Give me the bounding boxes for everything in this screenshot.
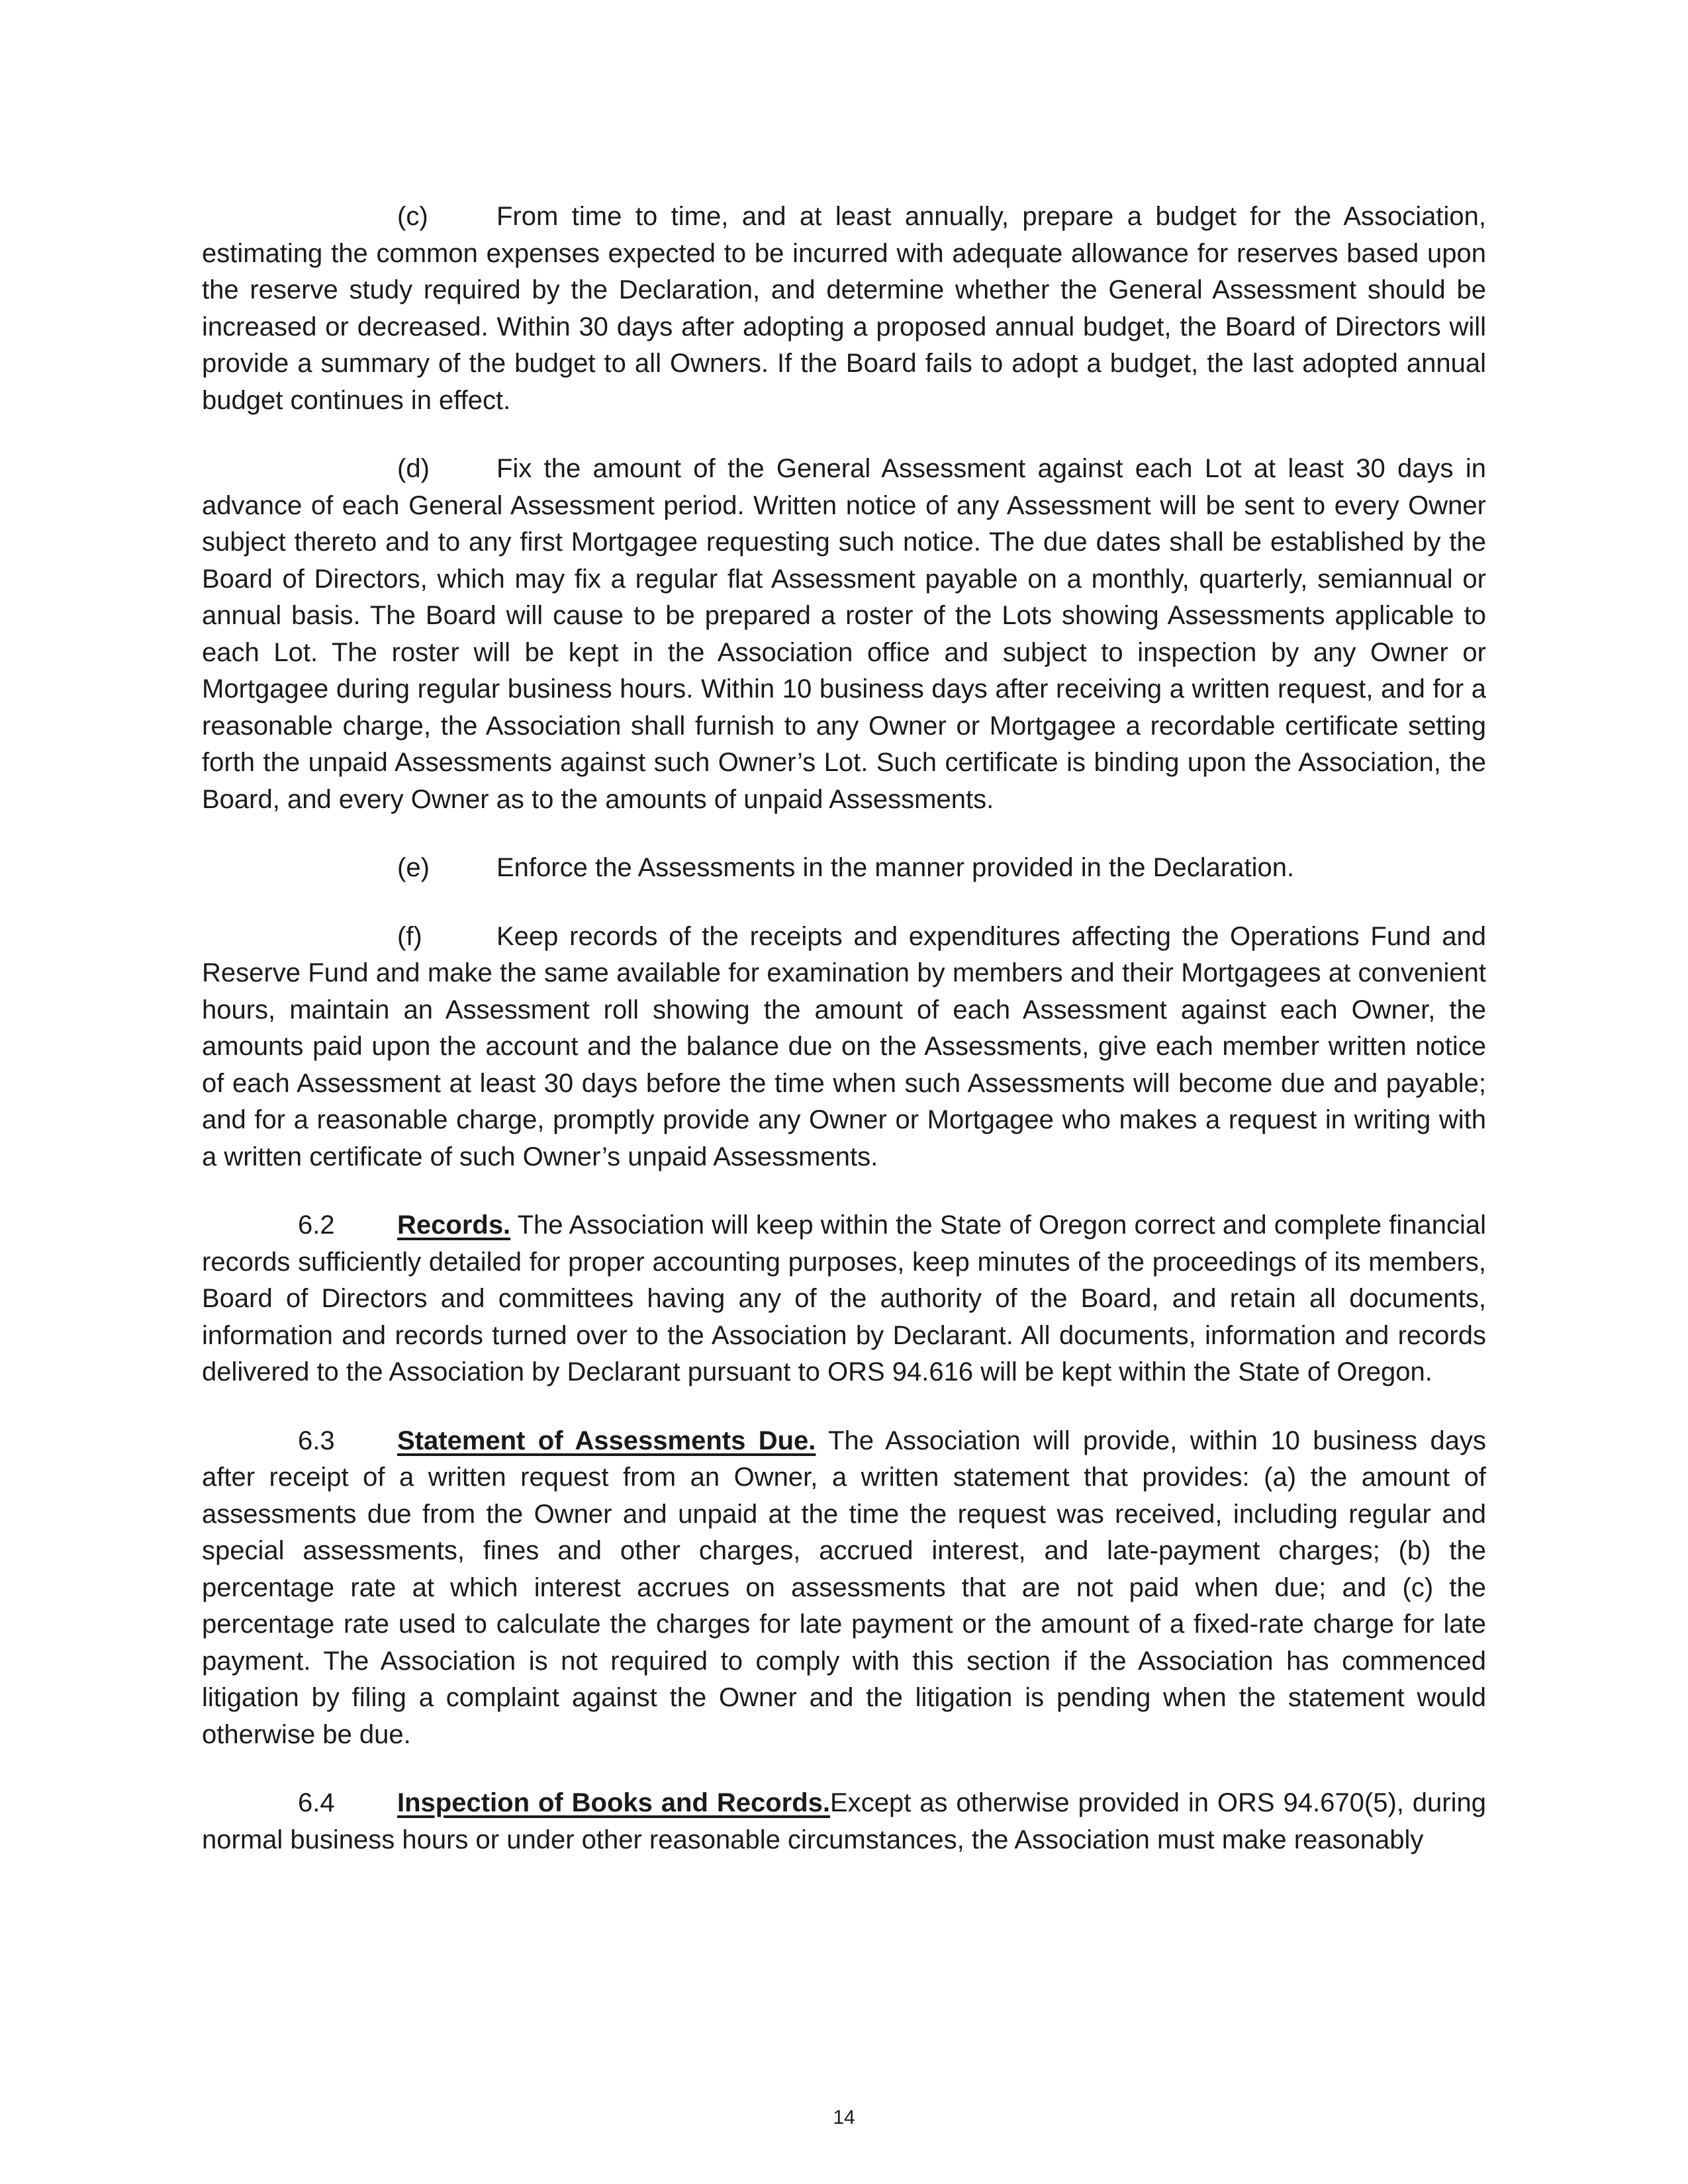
paragraph-e	[202, 850, 1486, 887]
section-text: The Association will provide, within 10 business days after receipt of a written request from an Owner, a written statement that provides: (a) the amount of assessments due from the Owner and unpaid at the time the request was received, including regular and special assessments, fines and other charges, accrued interest, and late-payment charges; (b) the percentage rate at which interest accrues on assessments that are not paid when due; and (c) the percentage rate used to calculate the charges for late payment or the amount of a fixed-rate charge for late payment. The Association is not required to comply with this section if the Association has commenced litigation by filing a complaint against the Owner and the litigation is pending when the statement would otherwise be due.	[202, 1426, 1486, 1749]
paragraph-text: Keep records of the receipts and expenditures affecting the Operations Fund and Reserve Fund and make the same available for examination by members and their Mortgagees at convenient hours, maintain an Assessment roll showing the amount of each Assessment against each Owner, the amounts paid upon the account and the balance due on the Assessments, give each member written notice of each Assessment at least 30 days before the time when such Assessments will become due and payable; and for a reasonable charge, promptly provide any Owner or Mortgagee who makes a request in writing with a written certificate of such Owner’s unpaid Assessments.	[202, 921, 1486, 1171]
paragraph-text: From time to time, and at least annually, prepare a budget for the Association, estimating the common expenses expected to be incurred with adequate allowance for reserves based upon the reserve study required by the Declaration, and determine whether the General Assessment should be increased or decreased. Within 30 days after adopting a proposed annual budget, the Board of Directors will provide a summary of the budget to all Owners. If the Board fails to adopt a budget, the last adopted annual budget continues in effect.	[202, 202, 1486, 415]
paragraph-d	[202, 451, 1486, 818]
document-page	[202, 199, 1486, 1858]
section-text: Except as otherwise provided in ORS 94.670(5), during normal business hours or under other reasonable circumstances, the Association must make reasonably	[202, 1788, 1486, 1854]
section-text: The Association will keep within the State of Oregon correct and complete financial records sufficiently detailed for proper accounting purposes, keep minutes of the proceedings of its members, Board of Directors and committees having any of the authority of the Board, and retain all documents, information and records turned over to the Association by Declarant. All documents, information and records delivered to the Association by Declarant pursuant to ORS 94.616 will be kept within the State of Oregon.	[202, 1210, 1486, 1387]
section-heading: Inspection of Books and Records.	[397, 1788, 831, 1817]
section-heading: Statement of Assessments Due.	[397, 1426, 816, 1455]
section-6-3	[202, 1423, 1486, 1754]
section-6-4	[202, 1785, 1486, 1858]
section-heading: Records.	[397, 1210, 511, 1240]
paragraph-marker: (d)	[397, 454, 430, 483]
paragraph-marker: (f)	[397, 921, 422, 951]
paragraph-c	[202, 199, 1486, 419]
paragraph-marker: (e)	[397, 853, 430, 882]
paragraph-text: Fix the amount of the General Assessment against each Lot at least 30 days in advance of each General Assessment period. Written notice of any Assessment will be sent to every Owner subject thereto and to any first Mortgagee requesting such notice. The due dates shall be established by the Board of Directors, which may fix a regular flat Assessment payable on a monthly, quarterly, semiannual or annual basis. The Board will cause to be prepared a roster of the Lots showing Assessments applicable to each Lot. The roster will be kept in the Association office and subject to inspection by any Owner or Mortgagee during regular business hours. Within 10 business days after receiving a written request, and for a reasonable charge, the Association shall furnish to any Owner or Mortgagee a recordable certificate setting forth the unpaid Assessments against such Owner’s Lot. Such certificate is binding upon the Association, the Board, and every Owner as to the amounts of unpaid Assessments.	[202, 454, 1486, 814]
section-number: 6.2	[298, 1210, 335, 1240]
section-number: 6.3	[298, 1426, 335, 1455]
section-number: 6.4	[298, 1788, 335, 1817]
paragraph-f	[202, 919, 1486, 1176]
section-6-2	[202, 1207, 1486, 1391]
page-number: 14	[833, 2107, 855, 2128]
paragraph-text: Enforce the Assessments in the manner provided in the Declaration.	[496, 853, 1295, 882]
paragraph-marker: (c)	[397, 202, 428, 231]
